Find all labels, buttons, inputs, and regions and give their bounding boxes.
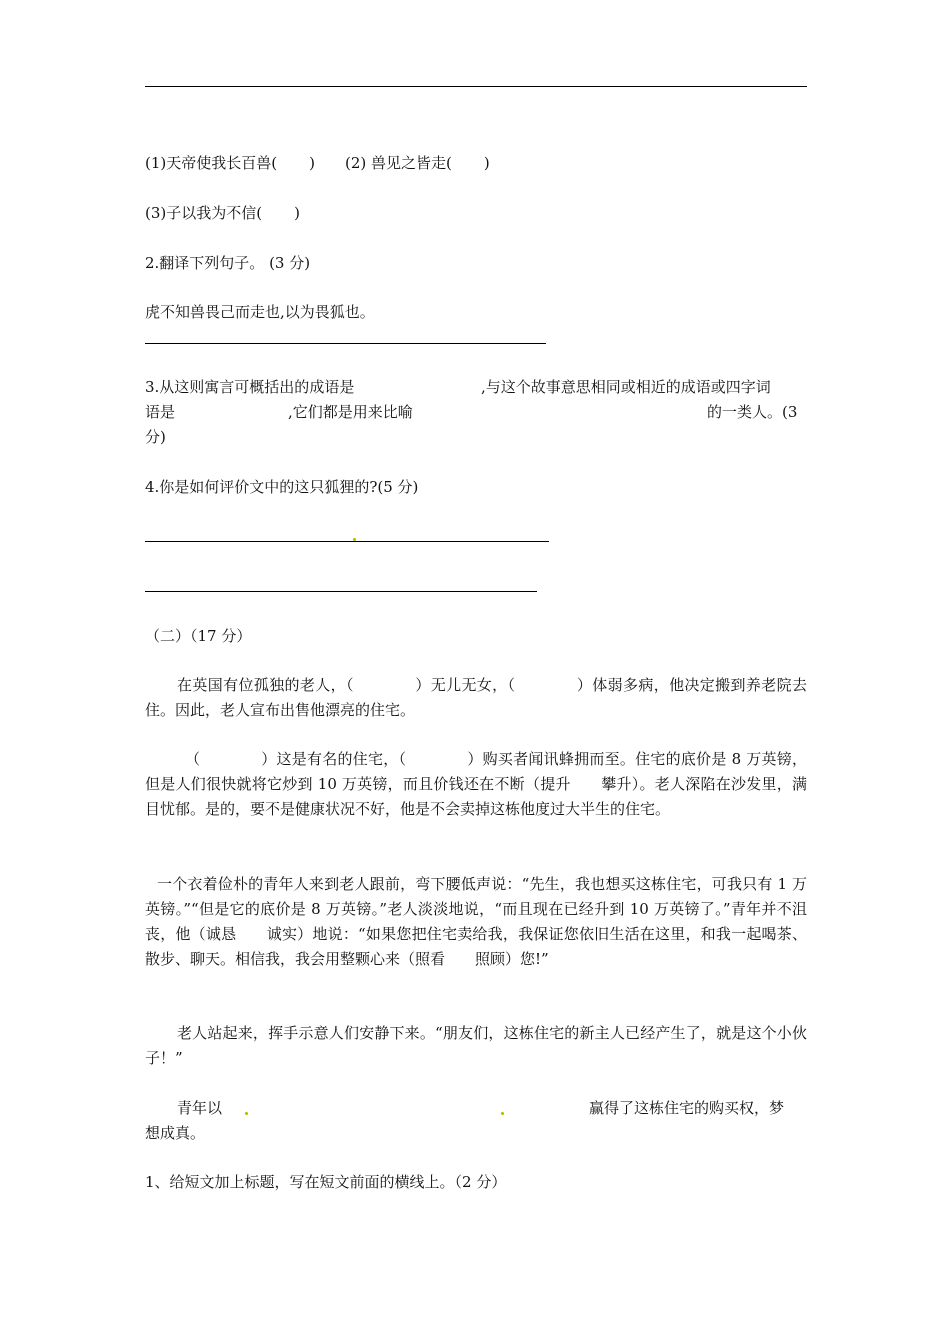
section-2-heading: （二）（17 分） xyxy=(145,627,252,645)
q2-sentence: 虎不知兽畏己而走也,以为畏狐也。 xyxy=(145,303,375,321)
q1-item-2: (2) 兽见之皆走( xyxy=(344,154,452,172)
q3-part-5: 的一类人。(3 xyxy=(707,403,798,421)
passage-paragraph-1: 在英国有位孤独的老人，（ ）无儿无女，（ ）体弱多病，他决定搬到养老院去住。因此，老人宣布出售他漂亮的住宅。 xyxy=(145,676,807,719)
q1-item-3-close: ) xyxy=(294,204,300,222)
q3-part-1: 3.从这则寓言可概括出的成语是 xyxy=(145,378,355,396)
q1-item-1-close: ) xyxy=(309,154,315,172)
passage-paragraph-4: 老人站起来，挥手示意人们安静下来。“朋友们，这栋住宅的新主人已经产生了，就是这个小伙子！” xyxy=(145,1024,807,1067)
q2-answer-line[interactable] xyxy=(145,343,546,344)
section-2-question-1: 1、给短文加上标题，写在短文前面的横线上。（2 分） xyxy=(145,1173,507,1191)
q2-heading: 2.翻译下列句子。 (3 分) xyxy=(145,254,311,272)
q4-heading: 4.你是如何评价文中的这只狐狸的?(5 分) xyxy=(145,478,419,496)
passage-p5-mid: 赢得了这栋住宅的购买权，梦 xyxy=(589,1099,785,1117)
q3-part-3: 语是 xyxy=(145,403,176,421)
q1-item-1: (1)天帝使我长百兽( xyxy=(145,154,278,172)
q3-part-2: ,与这个故事意思相同或相近的成语或四字词 xyxy=(481,378,771,396)
q4-answer-line-1[interactable] xyxy=(145,541,549,542)
passage-paragraph-3: 一个衣着俭朴的青年人来到老人跟前，弯下腰低声说：“先生，我也想买这栋住宅，可我只有 1 万英镑。”“但是它的底价是 8 万英镑。”老人淡淡地说，“而且现在已经升到 10 万英镑了。”青年并不沮丧，他（诚恳 诚实）地说：“如果您把住宅卖给我，我保证您依旧生活在这里，和我一起喝茶、散步、聊天。相信我，我会用整颗心来（照看 照顾）您!” xyxy=(145,875,807,968)
marker-dot xyxy=(245,1112,248,1115)
marker-dot xyxy=(501,1112,504,1115)
passage-p5-end: 想成真。 xyxy=(145,1124,206,1142)
top-rule xyxy=(145,86,807,87)
marker-dot xyxy=(353,538,356,541)
q3-part-6: 分) xyxy=(145,428,166,446)
passage-p5-start: 青年以 xyxy=(177,1099,223,1117)
q3-part-4: ,它们都是用来比喻 xyxy=(288,403,413,421)
q1-item-2-close: ) xyxy=(483,154,490,172)
passage-paragraph-2: （ ）这是有名的住宅，（ ）购买者闻讯蜂拥而至。住宅的底价是 8 万英镑，但是人们很快就将它炒到 10 万英镑，而且价钱还在不断（提升 攀升）。老人深陷在沙发里，满目忧郁。是的，要不是健康状况不好，他是不会卖掉这栋他度过大半生的住宅。 xyxy=(145,750,807,818)
q1-line-1 xyxy=(145,153,490,173)
q1-line-2 xyxy=(145,203,300,223)
q4-answer-line-2[interactable] xyxy=(145,591,537,592)
q1-item-3: (3)子以我为不信( xyxy=(145,204,263,222)
